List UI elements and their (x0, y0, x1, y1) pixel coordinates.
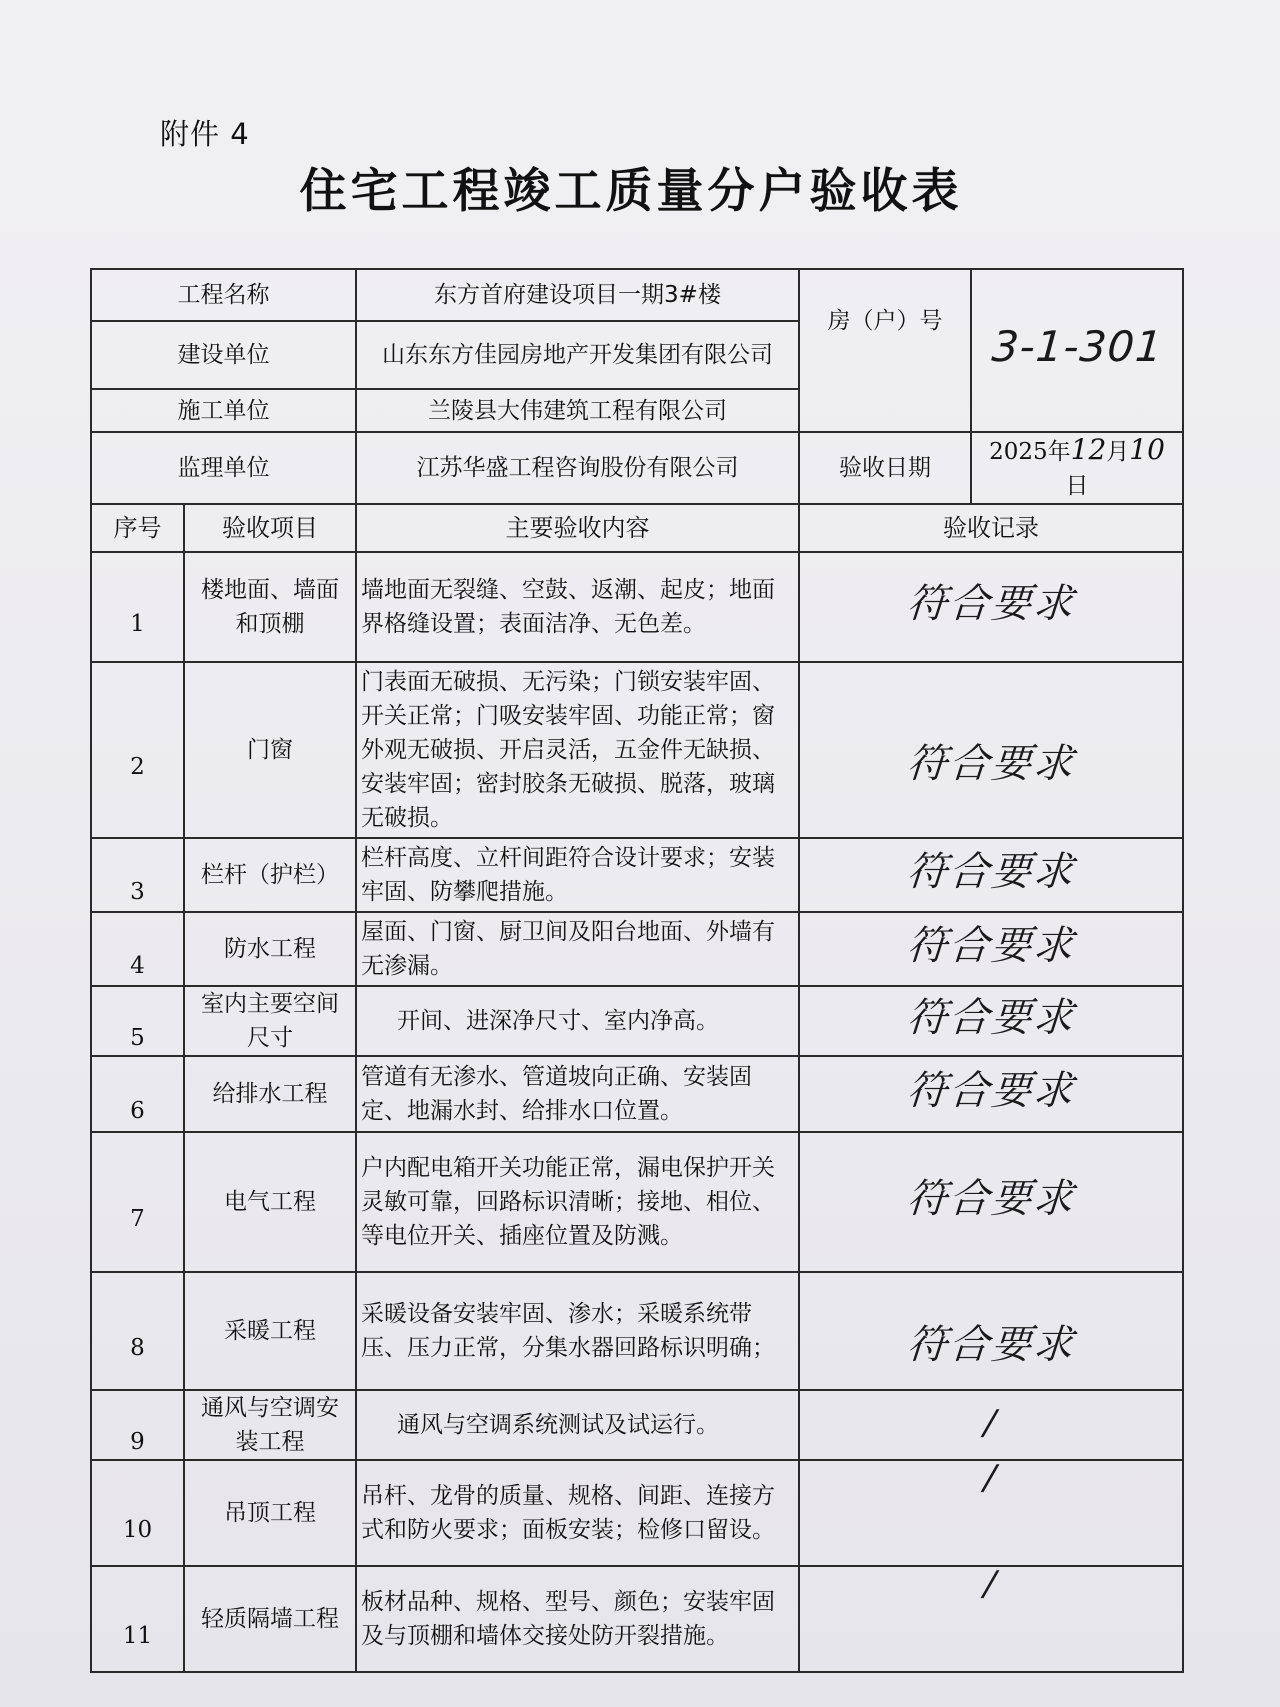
row-number: 11 (91, 1566, 184, 1672)
row-content: 户内配电箱开关功能正常，漏电保护开关灵敏可靠，回路标识清晰；接地、相位、等电位开关、插座位置及防溅。 (356, 1132, 799, 1272)
table-row (91, 1056, 1183, 1132)
contractor-label: 施工单位 (91, 389, 356, 432)
row-content: 栏杆高度、立杆间距符合设计要求；安装牢固、防攀爬措施。 (356, 838, 799, 912)
row-item: 给排水工程 (184, 1056, 356, 1132)
table-row (91, 1460, 1183, 1566)
row-record (799, 1390, 1183, 1460)
record-handwritten: 符合要求 (905, 1322, 1077, 1368)
row-number: 2 (91, 662, 184, 838)
acceptance-date-cell (971, 432, 1183, 504)
row-item: 栏杆（护栏） (184, 838, 356, 912)
record-handwritten: 符合要求 (905, 741, 1077, 787)
date-label: 验收日期 (799, 432, 971, 504)
table-row (91, 662, 1183, 838)
row-content: 吊杆、龙骨的质量、规格、间距、连接方式和防火要求；面板安装；检修口留设。 (356, 1460, 799, 1566)
row-content: 采暖设备安装牢固、渗水；采暖系统带压、压力正常，分集水器回路标识明确； (356, 1272, 799, 1390)
record-handwritten: 符合要求 (905, 1176, 1077, 1222)
header-content: 主要验收内容 (356, 504, 799, 552)
date-day-handwritten: 10 (1129, 433, 1165, 466)
row-number: 9 (91, 1390, 184, 1460)
row-record (799, 1460, 1183, 1566)
row-item: 电气工程 (184, 1132, 356, 1272)
date-year: 2025年 (989, 439, 1071, 465)
table-row (91, 912, 1183, 986)
row-number: 8 (91, 1272, 184, 1390)
row-record (799, 1272, 1183, 1390)
contractor-value: 兰陵县大伟建筑工程有限公司 (356, 389, 799, 432)
row-record (799, 662, 1183, 838)
row-item: 吊顶工程 (184, 1460, 356, 1566)
row-item: 室内主要空间尺寸 (184, 986, 356, 1056)
row-number: 1 (91, 552, 184, 662)
row-content: 门表面无破损、无污染；门锁安装牢固、开关正常；门吸安装牢固、功能正常；窗外观无破损、开启灵活，五金件无缺损、 安装牢固；密封胶条无破损、脱落，玻璃无破损。 (356, 662, 799, 838)
row-item: 轻质隔墙工程 (184, 1566, 356, 1672)
acceptance-form-table (90, 268, 1184, 1673)
table-header-row (91, 504, 1183, 552)
record-handwritten: 符合要求 (905, 849, 1077, 895)
document-title: 住宅工程竣工质量分户验收表 (299, 164, 963, 219)
row-record (799, 1132, 1183, 1272)
row-record (799, 838, 1183, 912)
table-row (91, 986, 1183, 1056)
row-content: 开间、进深净尺寸、室内净高。 (356, 986, 799, 1056)
record-handwritten: 符合要求 (905, 995, 1077, 1041)
row-number: 4 (91, 912, 184, 986)
record-handwritten: 符合要求 (905, 581, 1077, 627)
record-slash-handwritten: / (982, 1458, 1000, 1498)
row-number: 7 (91, 1132, 184, 1272)
date-month-unit: 月 (1106, 439, 1130, 465)
room-number-cell (971, 269, 1183, 432)
row-content: 屋面、门窗、厨卫间及阳台地面、外墙有无渗漏。 (356, 912, 799, 986)
info-row-project (91, 269, 1183, 321)
row-item: 门窗 (184, 662, 356, 838)
record-handwritten: 符合要求 (905, 923, 1077, 969)
table-row (91, 1132, 1183, 1272)
row-content: 墙地面无裂缝、空鼓、返潮、起皮；地面界格缝设置；表面洁净、无色差。 (356, 552, 799, 662)
attachment-label: 附件 4 (160, 117, 250, 151)
date-day-unit: 日 (1065, 473, 1089, 499)
header-item: 验收项目 (184, 504, 356, 552)
builder-value: 山东东方佳园房地产开发集团有限公司 (356, 321, 799, 389)
row-number: 5 (91, 986, 184, 1056)
room-label: 房（户）号 (799, 269, 971, 432)
header-no: 序号 (91, 504, 184, 552)
row-number: 10 (91, 1460, 184, 1566)
row-record (799, 1566, 1183, 1672)
row-content: 板材品种、规格、型号、颜色；安装牢固及与顶棚和墙体交接处防开裂措施。 (356, 1566, 799, 1672)
row-number: 6 (91, 1056, 184, 1132)
row-record (799, 912, 1183, 986)
table-row (91, 1272, 1183, 1390)
row-content: 管道有无渗水、管道坡向正确、安装固定、地漏水封、给排水口位置。 (356, 1056, 799, 1132)
supervisor-value: 江苏华盛工程咨询股份有限公司 (356, 432, 799, 504)
project-name-label: 工程名称 (91, 269, 356, 321)
row-record (799, 986, 1183, 1056)
table-row (91, 1390, 1183, 1460)
info-row-supervisor (91, 432, 1183, 504)
row-record (799, 1056, 1183, 1132)
row-number: 3 (91, 838, 184, 912)
project-name-value: 东方首府建设项目一期3#楼 (356, 269, 799, 321)
room-number-handwritten: 3-1-301 (989, 322, 1165, 371)
row-item: 防水工程 (184, 912, 356, 986)
row-record (799, 552, 1183, 662)
record-slash-handwritten: / (982, 1403, 1000, 1443)
record-handwritten: 符合要求 (905, 1068, 1077, 1114)
row-content: 通风与空调系统测试及试运行。 (356, 1390, 799, 1460)
table-row (91, 552, 1183, 662)
header-record: 验收记录 (799, 504, 1183, 552)
builder-label: 建设单位 (91, 321, 356, 389)
row-item: 楼地面、墙面和顶棚 (184, 552, 356, 662)
date-month-handwritten: 12 (1070, 433, 1107, 466)
record-slash-handwritten: / (982, 1564, 1000, 1604)
row-item: 采暖工程 (184, 1272, 356, 1390)
supervisor-label: 监理单位 (91, 432, 356, 504)
table-row (91, 1566, 1183, 1672)
row-item: 通风与空调安装工程 (184, 1390, 356, 1460)
table-row (91, 838, 1183, 912)
